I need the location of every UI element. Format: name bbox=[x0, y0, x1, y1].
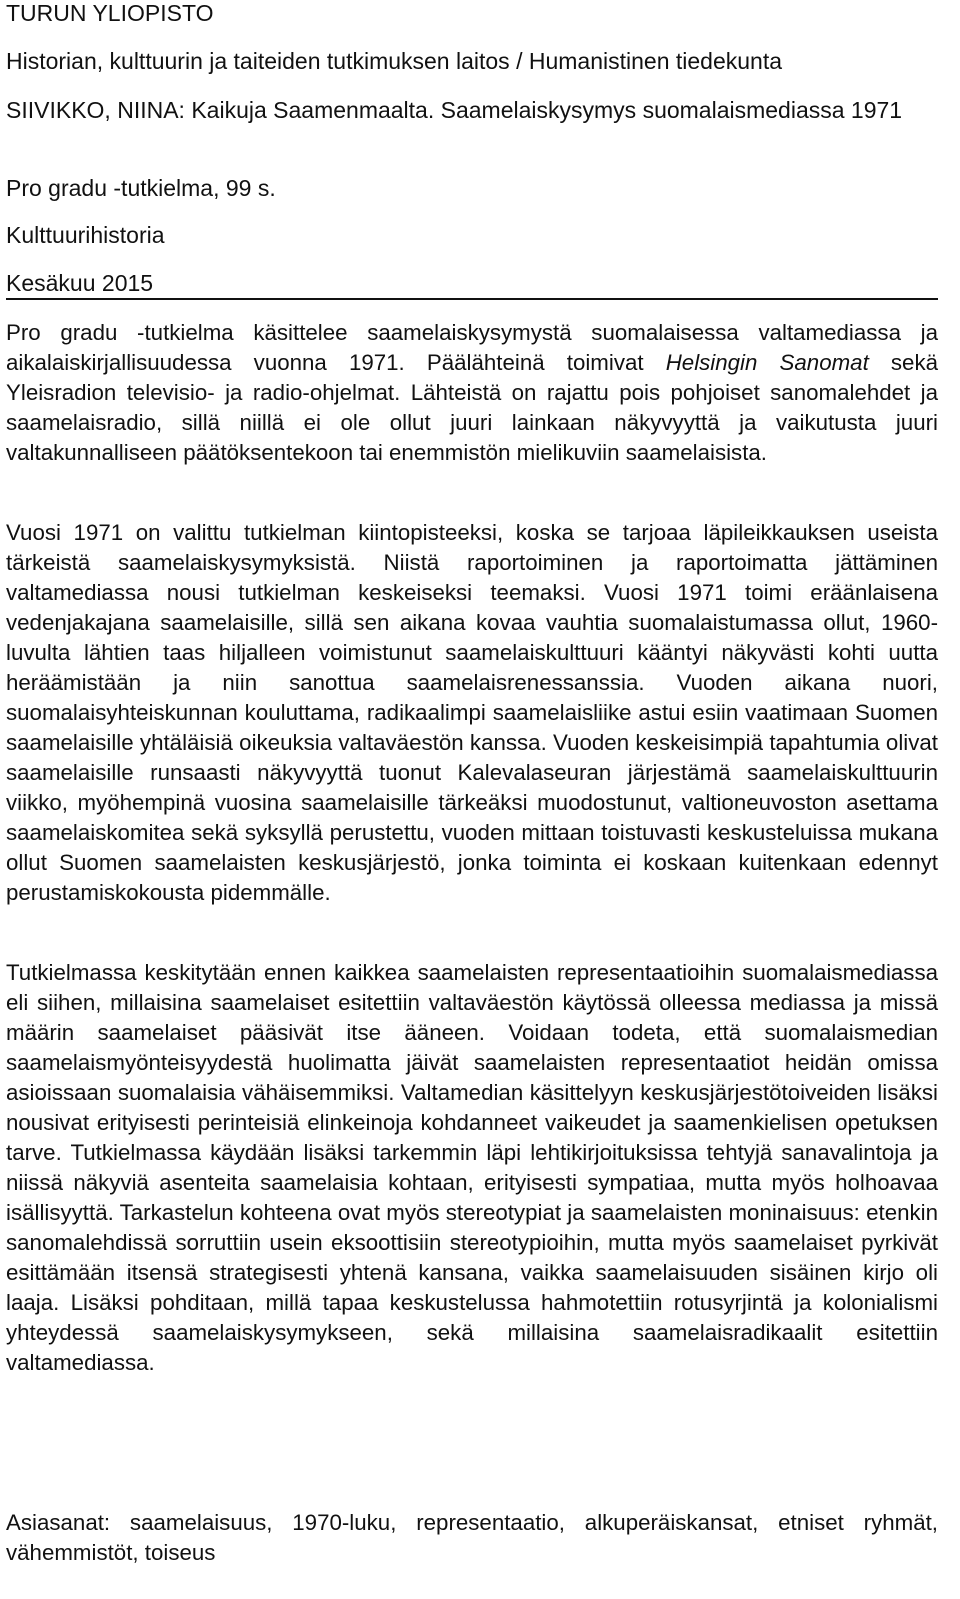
abstract-p1-text-b: sekä Yleisradion televisio- ja radio-ohjelmat. Lähteistä on rajattu pois pohjoiset sanomalehdet ja saamelaisradio, sillä niillä ei ole ollut juuri lainkaan näkyvyyttä ja vaikutusta juuri valtakunnalliseen päätöksentekoon tai enemmistön mielikuviin saamelaisista. bbox=[6, 350, 938, 465]
abstract-p2-text: Vuosi 1971 on valittu tutkielman kiintopisteeksi, koska se tarjoaa läpileikkauksen useista tärkeistä saamelaiskysymyksistä. Niistä raportoiminen ja raportoimatta jättäminen valtamediassa nousi tutkielman keskeiseksi teemaksi. Vuosi 1971 toimi eräänlaisena vedenjakajana saamelaisille, sillä sen aikana kovaa vauhtia suomalaistumassa ollut, 1960-luvulta lähtien taas hiljalleen voimistunut saamelaiskulttuuri kääntyi näkyvästi kohti uutta heräämistään ja niin sanottua saamelaisrenessanssia. Vuoden aikana nuori, suomalaisyhteiskunnan kouluttama, radikaalimpi saamelaisliike astui esiin vaatimaan Suomen saamelaisille yhtäläisiä oikeuksia valtaväestön kanssa. Vuoden keskeisimpiä tapahtumia olivat saamelaisille runsaasti näkyvyyttä tuonut Kalevalaseuran järjestämä saamelaiskulttuurin viikko, myöhempinä vuosina saamelaisille tärkeäksi muodostunut, valtioneuvoston asettama saamelaiskomitea sekä syksyllä perustettu, vuoden mittaan toistuvasti keskusteluissa mukana ollut Suomen saamelaisten keskusjärjestö, jonka toiminta ei koskaan kuitenkaan edennyt perustamiskokousta pidemmälle. bbox=[6, 520, 938, 905]
subject: Kulttuurihistoria bbox=[6, 222, 165, 248]
department-name: Historian, kulttuurin ja taiteiden tutkimuksen laitos / Humanistinen tiedekunta bbox=[6, 48, 783, 74]
abstract-paragraph-3 bbox=[6, 958, 938, 1378]
thesis-type: Pro gradu -tutkielma, 99 s. bbox=[6, 175, 276, 201]
abstract-paragraph-1 bbox=[6, 318, 938, 468]
keywords bbox=[6, 1508, 938, 1568]
abstract-p1-text-a: Pro gradu -tutkielma käsittelee saamelaiskysymystä suomalaisessa valtamediassa ja aikalaiskirjallisuudessa vuonna 1971. Päälähteinä toimivat bbox=[6, 320, 938, 375]
abstract-p3-text: Tutkielmassa keskitytään ennen kaikkea saamelaisten representaatioihin suomalaismediassa eli siihen, millaisina saamelaiset esitettiin valtaväestön käytössä olleessa mediassa ja missä määrin saamelaiset pääsivät itse ääneen. Voidaan todeta, että suomalaismedian saamelaismyönteisyydestä huolimatta jäivät saamelaisten representaatiot heidän omissa asioissaan suomalaisia vähäisemmiksi. Valtamedian käsittelyyn keskusjärjestötoiveiden lisäksi nousivat erityisesti perinteisiä elinkeinoja kohdanneet vaikeudet ja saamenkielisen opetuksen tarve. Tutkielmassa käydään lisäksi tarkemmin läpi lehtikirjoituksissa tehtyjä sanavalintoja ja niissä näkyviä asenteita saamelaisia kohtaan, erityisesti sympatiaa, mutta myös holhoavaa isällisyyttä. Tarkastelun kohteena ovat myös stereotypiat ja saamelaisten moninaisuus: etenkin sanomalehdissä sorruttiin usein eksoottisiin stereotypioihin, mutta myös saamelaiset pyrkivät esittämään itsensä strategisesti yhtenä kansana, vaikka saamelaisuuden sisäinen kirjo oli laaja. Lisäksi pohditaan, millä tapaa keskustelussa hahmotettiin rotusyrjintä ja kolonialismi yhteydessä saamelaiskysymykseen, sekä millaisina saamelaisradikaalit esitettiin valtamediassa. bbox=[6, 960, 938, 1375]
keywords-text: Asiasanat: saamelaisuus, 1970-luku, representaatio, alkuperäiskansat, etniset ryhmät, vähemmistöt, toiseus bbox=[6, 1510, 938, 1565]
abstract-p1-italic: Helsingin Sanomat bbox=[665, 350, 869, 375]
university-name: TURUN YLIOPISTO bbox=[6, 0, 214, 26]
header-divider bbox=[6, 298, 938, 300]
abstract-paragraph-2 bbox=[6, 518, 938, 908]
date: Kesäkuu 2015 bbox=[6, 270, 154, 296]
author-and-title: SIIVIKKO, NIINA: Kaikuja Saamenmaalta. Saamelaiskysymys suomalaismediassa 1971 bbox=[6, 97, 903, 123]
